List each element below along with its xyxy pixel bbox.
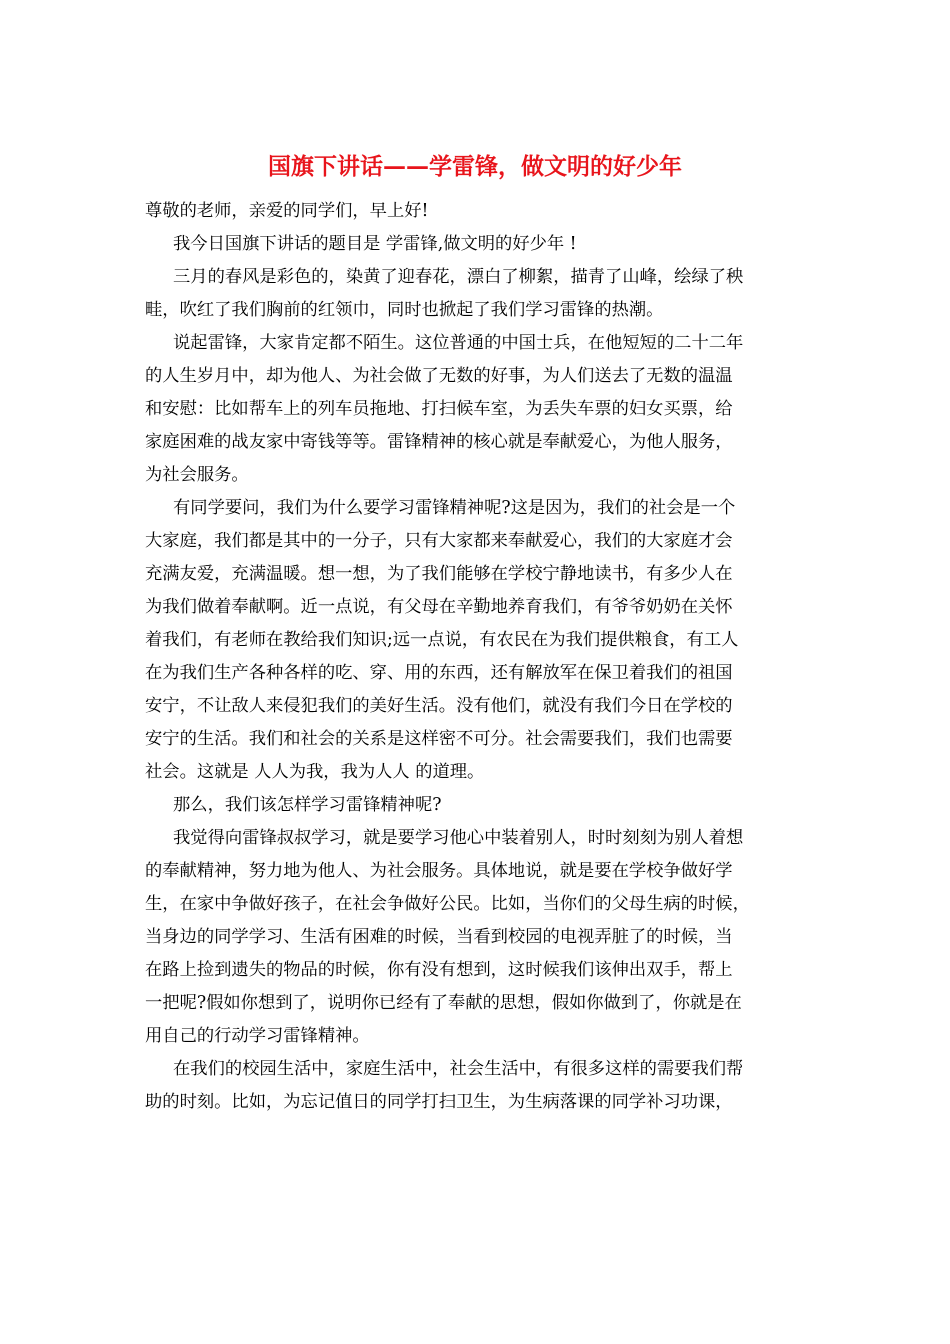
text-line: 为我们做着奉献啊。近一点说，有父母在辛勤地养育我们，有爷爷奶奶在关怀: [145, 597, 733, 617]
text-line: 社会。这就是 人人为我，我为人人 的道理。: [145, 762, 485, 782]
text-line: 我觉得向雷锋叔叔学习，就是要学习他心中装着别人，时时刻刻为别人着想: [173, 828, 744, 848]
text-line: 有同学要问，我们为什么要学习雷锋精神呢?这是因为，我们的社会是一个: [173, 498, 736, 518]
text-line: 畦，吹红了我们胸前的红领巾，同时也掀起了我们学习雷锋的热潮。: [145, 300, 664, 320]
text-line: 我今日国旗下讲话的题目是 学雷锋,做文明的好少年 !: [173, 234, 577, 254]
text-line: 家庭困难的战友家中寄钱等等。雷锋精神的核心就是奉献爱心，为他人服务，: [145, 432, 733, 452]
text-line: 说起雷锋，大家肯定都不陌生。这位普通的中国士兵，在他短短的二十二年: [173, 333, 744, 353]
paragraph-leifeng: [145, 327, 805, 492]
text-line: 着我们，有老师在教给我们知识;远一点说，有农民在为我们提供粮食，有工人: [145, 630, 739, 650]
text-line: 安宁，不让敌人来侵犯我们的美好生活。没有他们，就没有我们今日在学校的: [145, 696, 733, 716]
paragraph-greeting: [145, 195, 805, 228]
text-line: 在路上捡到遗失的物品的时候，你有没有想到，这时候我们该伸出双手，帮上: [145, 960, 733, 980]
paragraph-spring: [145, 261, 805, 327]
paragraph-answer: [145, 822, 805, 1053]
document-body: [145, 195, 805, 1119]
text-line: 和安慰：比如帮车上的列车员拖地、打扫候车室，为丢失车票的妇女买票，给: [145, 399, 733, 419]
text-line: 为社会服务。: [145, 465, 249, 485]
text-line: 一把呢?假如你想到了，说明你已经有了奉献的思想，假如你做到了，你就是在: [145, 993, 742, 1013]
paragraph-why-learn: [145, 492, 805, 789]
text-line: 当身边的同学学习、生活有困难的时候，当看到校园的电视弄脏了的时候，当: [145, 927, 733, 947]
text-line: 充满友爱，充满温暖。想一想，为了我们能够在学校宁静地读书，有多少人在: [145, 564, 733, 584]
text-line: 用自己的行动学习雷锋精神。: [145, 1026, 370, 1046]
paragraph-campus: [145, 1053, 805, 1119]
text-line: 那么，我们该怎样学习雷锋精神呢?: [173, 795, 442, 815]
text-line: 助的时刻。比如，为忘记值日的同学打扫卫生，为生病落课的同学补习功课，: [145, 1092, 733, 1112]
text-line: 的人生岁月中，却为他人、为社会做了无数的好事，为人们送去了无数的温温: [145, 366, 733, 386]
text-line: 安宁的生活。我们和社会的关系是这样密不可分。社会需要我们，我们也需要: [145, 729, 733, 749]
text-line: 尊敬的老师，亲爱的同学们，早上好!: [145, 201, 429, 221]
text-line: 大家庭，我们都是其中的一分子，只有大家都来奉献爱心，我们的大家庭才会: [145, 531, 733, 551]
text-line: 在我们的校园生活中，家庭生活中，社会生活中，有很多这样的需要我们帮: [173, 1059, 744, 1079]
text-line: 生，在家中争做好孩子，在社会争做好公民。比如，当你们的父母生病的时候，: [145, 894, 750, 914]
document-title: 国旗下讲话——学雷锋，做文明的好少年: [268, 153, 682, 180]
text-line: 三月的春风是彩色的，染黄了迎春花，漂白了柳絮，描青了山峰，绘绿了秧: [173, 267, 744, 287]
paragraph-topic: [145, 228, 805, 261]
paragraph-how-learn: [145, 789, 805, 822]
text-line: 在为我们生产各种各样的吃、穿、用的东西，还有解放军在保卫着我们的祖国: [145, 663, 733, 683]
text-line: 的奉献精神，努力地为他人、为社会服务。具体地说，就是要在学校争做好学: [145, 861, 733, 881]
